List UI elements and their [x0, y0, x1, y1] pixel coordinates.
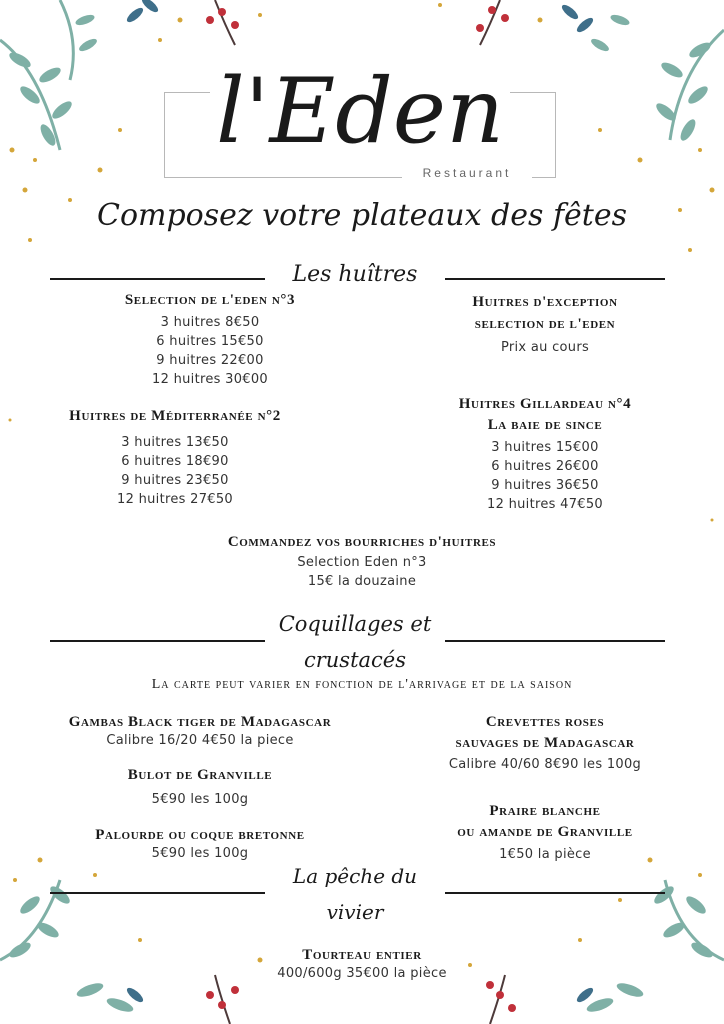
price-line: 3 huitres 13€50 — [121, 435, 229, 450]
price-line: Calibre 40/60 8€90 les 100g — [448, 757, 642, 772]
price-line: 1€50 la pièce — [499, 847, 591, 862]
section-rule-left — [50, 640, 265, 642]
price-line: 12 huitres 27€50 — [117, 492, 233, 507]
price-line: Selection Eden n°3 — [297, 555, 427, 570]
section-title-line: Coquillages et — [278, 612, 432, 636]
section-rule-right — [445, 640, 665, 642]
menu-block-mediterranee — [20, 408, 330, 509]
menu-block-crevettes — [390, 714, 700, 774]
arrival-note: La carte peut varier en fonction de l'arrivage et de la saison — [151, 677, 573, 692]
section-rule-left — [50, 892, 265, 894]
section-title-coquillages — [250, 606, 460, 678]
item-heading: Huitres de Méditerranée n°2 — [69, 408, 281, 424]
item-heading: La baie de since — [487, 417, 603, 433]
section-rule-right — [445, 278, 665, 280]
price-line: 9 huitres 23€50 — [121, 473, 229, 488]
price-line: 9 huitres 36€50 — [491, 478, 599, 493]
item-heading: Tourteau entier — [302, 947, 422, 963]
section-title-huitres: Les huîtres — [292, 262, 418, 287]
menu-block-eden — [60, 292, 360, 389]
item-heading: Huitres Gillardeau n°4 — [458, 396, 632, 412]
tagline: Composez votre plateaux des fêtes — [96, 198, 628, 233]
price-line: 6 huitres 18€90 — [121, 454, 229, 469]
price-line: 9 huitres 22€00 — [156, 353, 264, 368]
price-line: Calibre 16/20 4€50 la piece — [106, 733, 294, 748]
item-heading: Palourde ou coque bretonne — [95, 827, 305, 843]
menu-block-exception — [390, 294, 700, 357]
price-line: 15€ la douzaine — [307, 574, 417, 589]
item-heading: Huitres d'exception — [472, 294, 618, 310]
item-heading: ou amande de Granville — [457, 824, 633, 840]
logo-subtitle: Restaurant — [402, 166, 532, 180]
item-heading: Commandez vos bourriches d'huitres — [227, 534, 497, 550]
price-line: 6 huitres 15€50 — [156, 334, 264, 349]
section-rule-left — [50, 278, 265, 280]
section-title-line: crustacés — [303, 648, 407, 672]
price-line: 5€90 les 100g — [151, 846, 249, 861]
menu-block-bourriche — [150, 534, 574, 591]
logo-wordmark: l'Eden — [210, 52, 510, 172]
menu-block-gillardeau — [390, 396, 700, 514]
item-heading: Praire blanche — [489, 803, 601, 819]
item-heading: Selection de l'eden n°3 — [124, 292, 296, 308]
item-heading: Bulot de Granville — [127, 767, 273, 783]
price-line: 3 huitres 15€00 — [491, 440, 599, 455]
price-line: 12 huitres 47€50 — [487, 497, 603, 512]
menu-block-praire — [390, 803, 700, 864]
item-heading: Crevettes roses — [485, 714, 605, 730]
menu-block-tourteau — [212, 947, 512, 983]
item-heading: sauvages de Madagascar — [455, 735, 635, 751]
section-title-line: La pêche du — [292, 864, 418, 888]
price-line: 400/600g 35€00 la pièce — [277, 966, 447, 981]
price-line: 5€90 les 100g — [151, 792, 249, 807]
menu-block-bulot — [50, 767, 350, 809]
price-line: 6 huitres 26€00 — [491, 459, 599, 474]
price-line: Prix au cours — [500, 340, 590, 355]
item-heading: selection de l'eden — [474, 316, 616, 332]
menu-block-gambas — [30, 714, 370, 750]
section-title-peche — [265, 858, 445, 930]
price-line: 3 huitres 8€50 — [160, 315, 260, 330]
section-rule-right — [445, 892, 665, 894]
item-heading: Gambas Black tiger de Madagascar — [68, 714, 332, 730]
price-line: 12 huitres 30€00 — [152, 372, 268, 387]
section-title-line: vivier — [326, 900, 384, 924]
